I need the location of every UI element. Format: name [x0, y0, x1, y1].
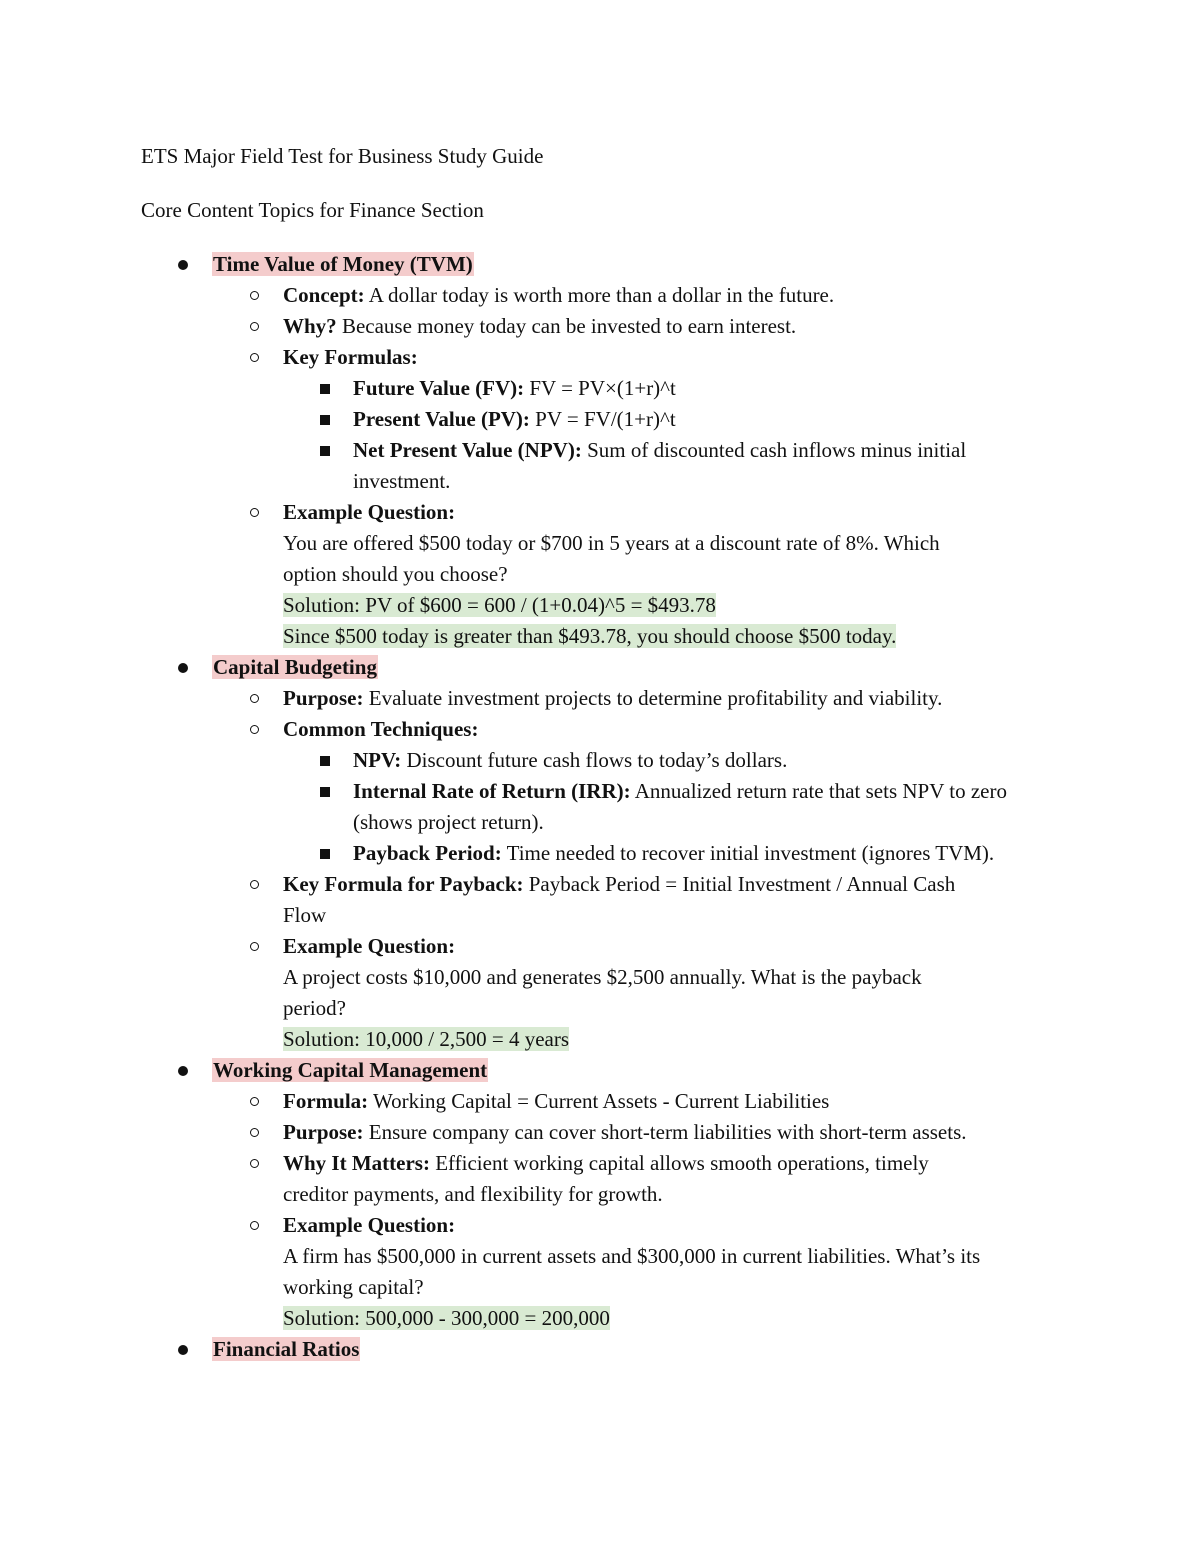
item-label: Payback Period: [353, 841, 502, 865]
list-item [0, 869, 1200, 931]
topic-title: Working Capital Management [213, 1058, 488, 1082]
topic-title: Time Value of Money (TVM) [213, 252, 473, 276]
list-item [0, 745, 1200, 776]
list-item [0, 373, 1200, 404]
example-label: Example Question: [283, 500, 456, 524]
list-item [0, 931, 1200, 1055]
square-bullet-icon [320, 756, 330, 766]
section-title: Core Content Topics for Finance Section [141, 198, 484, 222]
item-label: Formula: [283, 1089, 369, 1113]
list-item [0, 838, 1200, 869]
item-label: Present Value (PV): [353, 407, 530, 431]
circle-bullet-icon [250, 1221, 259, 1230]
topic-title: Financial Ratios [213, 1337, 360, 1361]
list-item [0, 714, 1200, 745]
list-item [0, 342, 1200, 373]
topic-item-capital-budgeting [0, 652, 1200, 683]
list-item [0, 776, 1200, 838]
item-text: Time needed to recover initial investment (ignores TVM). [501, 841, 995, 865]
topic-item-financial-ratios [0, 1334, 1200, 1365]
item-text: Evaluate investment projects to determine profitability and viability. [363, 686, 943, 710]
topic-title: Capital Budgeting [213, 655, 377, 679]
solution-line: Solution: 500,000 - 300,000 = 200,000 [283, 1306, 610, 1330]
list-item [0, 1117, 1200, 1148]
circle-bullet-icon [250, 353, 259, 362]
example-question: A project costs $10,000 and generates $2,500 annually. What is the payback period? [283, 965, 922, 1020]
list-item [0, 435, 1200, 497]
circle-bullet-icon [250, 694, 259, 703]
document-title: ETS Major Field Test for Business Study Guide [141, 144, 544, 168]
example-question: You are offered $500 today or $700 in 5 years at a discount rate of 8%. Which option should you choose? [283, 531, 940, 586]
list-item [0, 1210, 1200, 1334]
item-label: Common Techniques: [283, 717, 479, 741]
item-label: Why? [283, 314, 337, 338]
topic-list [0, 249, 1200, 1365]
list-item [0, 1086, 1200, 1117]
square-bullet-icon [320, 787, 330, 797]
solution-line: Since $500 today is greater than $493.78, you should choose $500 today. [283, 624, 897, 648]
item-text: Payback Period = Initial Investment / Annual Cash Flow [283, 872, 956, 927]
item-text: FV = PV×(1+r)^t [524, 376, 676, 400]
disc-bullet-icon [178, 260, 188, 270]
example-question: A firm has $500,000 in current assets and $300,000 in current liabilities. What’s its working capital? [283, 1244, 981, 1299]
solution-line: Solution: 10,000 / 2,500 = 4 years [283, 1027, 570, 1051]
circle-bullet-icon [250, 322, 259, 331]
circle-bullet-icon [250, 725, 259, 734]
circle-bullet-icon [250, 1159, 259, 1168]
circle-bullet-icon [250, 291, 259, 300]
item-text: Discount future cash flows to today’s dollars. [401, 748, 788, 772]
circle-bullet-icon [250, 1128, 259, 1137]
item-label: Internal Rate of Return (IRR): [353, 779, 631, 803]
disc-bullet-icon [178, 1345, 188, 1355]
item-label: Net Present Value (NPV): [353, 438, 582, 462]
list-item [0, 1148, 1200, 1210]
item-label: Future Value (FV): [353, 376, 525, 400]
item-label: Key Formulas: [283, 345, 418, 369]
item-label: NPV: [353, 748, 402, 772]
list-item [0, 683, 1200, 714]
square-bullet-icon [320, 384, 330, 394]
circle-bullet-icon [250, 1097, 259, 1106]
list-item [0, 497, 1200, 652]
item-label: Why It Matters: [283, 1151, 430, 1175]
example-label: Example Question: [283, 1213, 456, 1237]
item-text: A dollar today is worth more than a dollar in the future. [364, 283, 835, 307]
disc-bullet-icon [178, 663, 188, 673]
circle-bullet-icon [250, 880, 259, 889]
item-text: Because money today can be invested to earn interest. [336, 314, 797, 338]
list-item [0, 280, 1200, 311]
item-text: Annualized return rate that sets NPV to zero (shows project return). [353, 779, 1007, 834]
circle-bullet-icon [250, 942, 259, 951]
item-text: Ensure company can cover short-term liabilities with short-term assets. [363, 1120, 967, 1144]
list-item [0, 311, 1200, 342]
item-text: Sum of discounted cash inflows minus initial investment. [353, 438, 967, 493]
item-label: Key Formula for Payback: [283, 872, 524, 896]
square-bullet-icon [320, 849, 330, 859]
item-label: Purpose: [283, 1120, 364, 1144]
item-text: PV = FV/(1+r)^t [529, 407, 676, 431]
solution-line: Solution: PV of $600 = 600 / (1+0.04)^5 = $493.78 [283, 593, 716, 617]
topic-item-working-capital [0, 1055, 1200, 1086]
item-text: Working Capital = Current Assets - Current Liabilities [368, 1089, 830, 1113]
disc-bullet-icon [178, 1066, 188, 1076]
square-bullet-icon [320, 415, 330, 425]
list-item [0, 404, 1200, 435]
item-label: Concept: [283, 283, 365, 307]
topic-item-tvm [0, 249, 1200, 280]
circle-bullet-icon [250, 508, 259, 517]
example-label: Example Question: [283, 934, 456, 958]
item-label: Purpose: [283, 686, 364, 710]
item-text: Efficient working capital allows smooth operations, timely creditor payments, and flexibility for growth. [283, 1151, 929, 1206]
square-bullet-icon [320, 446, 330, 456]
